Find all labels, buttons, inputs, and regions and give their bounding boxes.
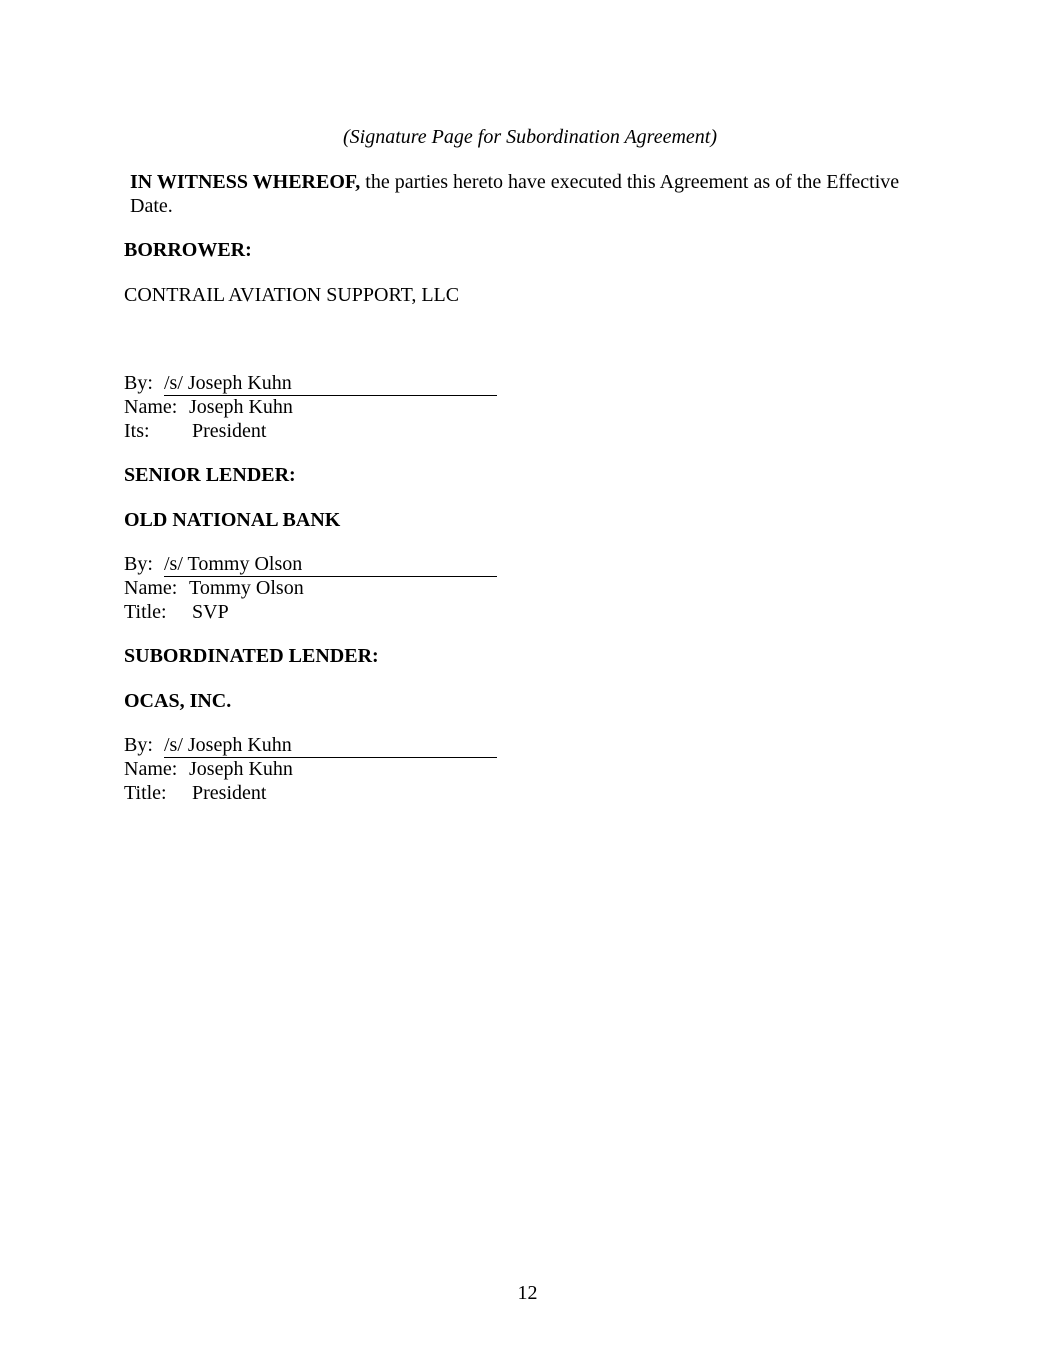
subordinated-lender-name-label: Name:: [124, 758, 178, 780]
borrower-signature-line: [164, 371, 497, 396]
subordinated-lender-title-row: [124, 781, 266, 805]
borrower-name-row: [124, 395, 293, 419]
borrower-signature: /s/ Joseph Kuhn: [164, 372, 292, 394]
subordinated-lender-entity: OCAS, INC.: [124, 690, 232, 712]
senior-lender-signature: /s/ Tommy Olson: [164, 553, 303, 575]
borrower-heading: BORROWER:: [124, 239, 252, 261]
borrower-name-label: Name:: [124, 396, 178, 418]
senior-lender-name-row: [124, 576, 304, 600]
witness-text: the parties hereto have executed this Agreement as of the Effective: [360, 171, 900, 193]
borrower-title-label: Its:: [124, 420, 150, 442]
witness-line-1: [130, 170, 899, 194]
page-title: (Signature Page for Subordination Agreement): [342, 126, 718, 148]
subordinated-lender-title: President: [192, 782, 267, 804]
senior-lender-heading: SENIOR LENDER:: [124, 464, 296, 486]
subordinated-lender-name: Joseph Kuhn: [189, 758, 293, 780]
senior-lender-entity: OLD NATIONAL BANK: [124, 509, 341, 531]
subordinated-lender-name-row: [124, 757, 293, 781]
senior-lender-title-row: [124, 600, 229, 624]
borrower-by-label: By:: [124, 372, 153, 394]
borrower-entity: CONTRAIL AVIATION SUPPORT, LLC: [124, 284, 460, 306]
subordinated-lender-heading: SUBORDINATED LENDER:: [124, 645, 379, 667]
borrower-name: Joseph Kuhn: [189, 396, 293, 418]
witness-line-2: Date.: [130, 195, 173, 217]
witness-lead: IN WITNESS WHEREOF,: [130, 171, 361, 193]
subordinated-lender-signature-line: [164, 733, 497, 758]
subordinated-lender-title-label: Title:: [124, 782, 167, 804]
subordinated-lender-signature: /s/ Joseph Kuhn: [164, 734, 292, 756]
senior-lender-by-label: By:: [124, 553, 153, 575]
borrower-title: President: [192, 420, 267, 442]
senior-lender-signature-line: [164, 552, 497, 577]
senior-lender-title-label: Title:: [124, 601, 167, 623]
subordinated-lender-by-label: By:: [124, 734, 153, 756]
senior-lender-name: Tommy Olson: [189, 577, 304, 599]
senior-lender-title: SVP: [192, 601, 229, 623]
page-number: 12: [517, 1282, 538, 1304]
borrower-title-row: [124, 419, 266, 443]
senior-lender-name-label: Name:: [124, 577, 178, 599]
